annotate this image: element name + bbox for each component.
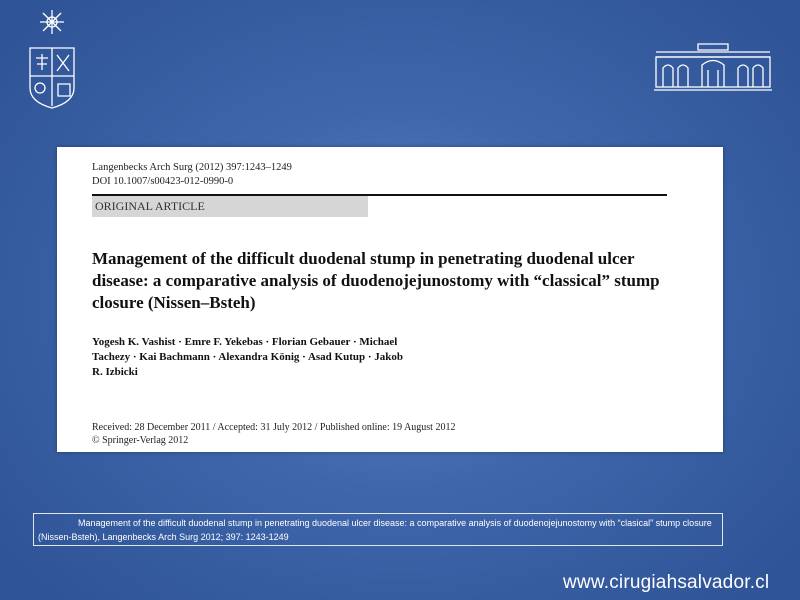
- paper-header: [57, 147, 723, 452]
- journal-citation: Langenbecks Arch Surg (2012) 397:1243–1249: [92, 162, 292, 173]
- caption-text: Management of the difficult duodenal stump in penetrating duodenal ulcer disease: a comparative analysis of duodenojejunostomy with “clasical” stump closure (Nissen-Bsteh), Langenbecks Arch Surg 2012; 397: 1243-1249: [38, 518, 712, 542]
- citation-caption: [33, 513, 723, 546]
- copyright: © Springer-Verlag 2012: [92, 435, 189, 446]
- article-type-label: ORIGINAL ARTICLE: [92, 196, 368, 217]
- paper-authors: Yogesh K. Vashist · Emre F. Yekebas · Florian Gebauer · Michael Tachezy · Kai Bachmann · Alexandra König · Asad Kutup · Jakob R. Izbicki: [92, 336, 404, 378]
- paper-title: Management of the difficult duodenal stump in penetrating duodenal ulcer disease: a comparative analysis of duodenojejunostomy with “classical” stump closure (Nissen–Bsteh): [92, 249, 660, 312]
- doi: DOI 10.1007/s00423-012-0990-0: [92, 176, 234, 187]
- website-url: www.cirugiahsalvador.cl: [563, 572, 770, 593]
- publication-dates: Received: 28 December 2011 / Accepted: 31 July 2012 / Published online: 19 August 2012: [92, 422, 456, 433]
- hospital-building-icon: [654, 40, 772, 92]
- university-crest-icon: [26, 8, 78, 110]
